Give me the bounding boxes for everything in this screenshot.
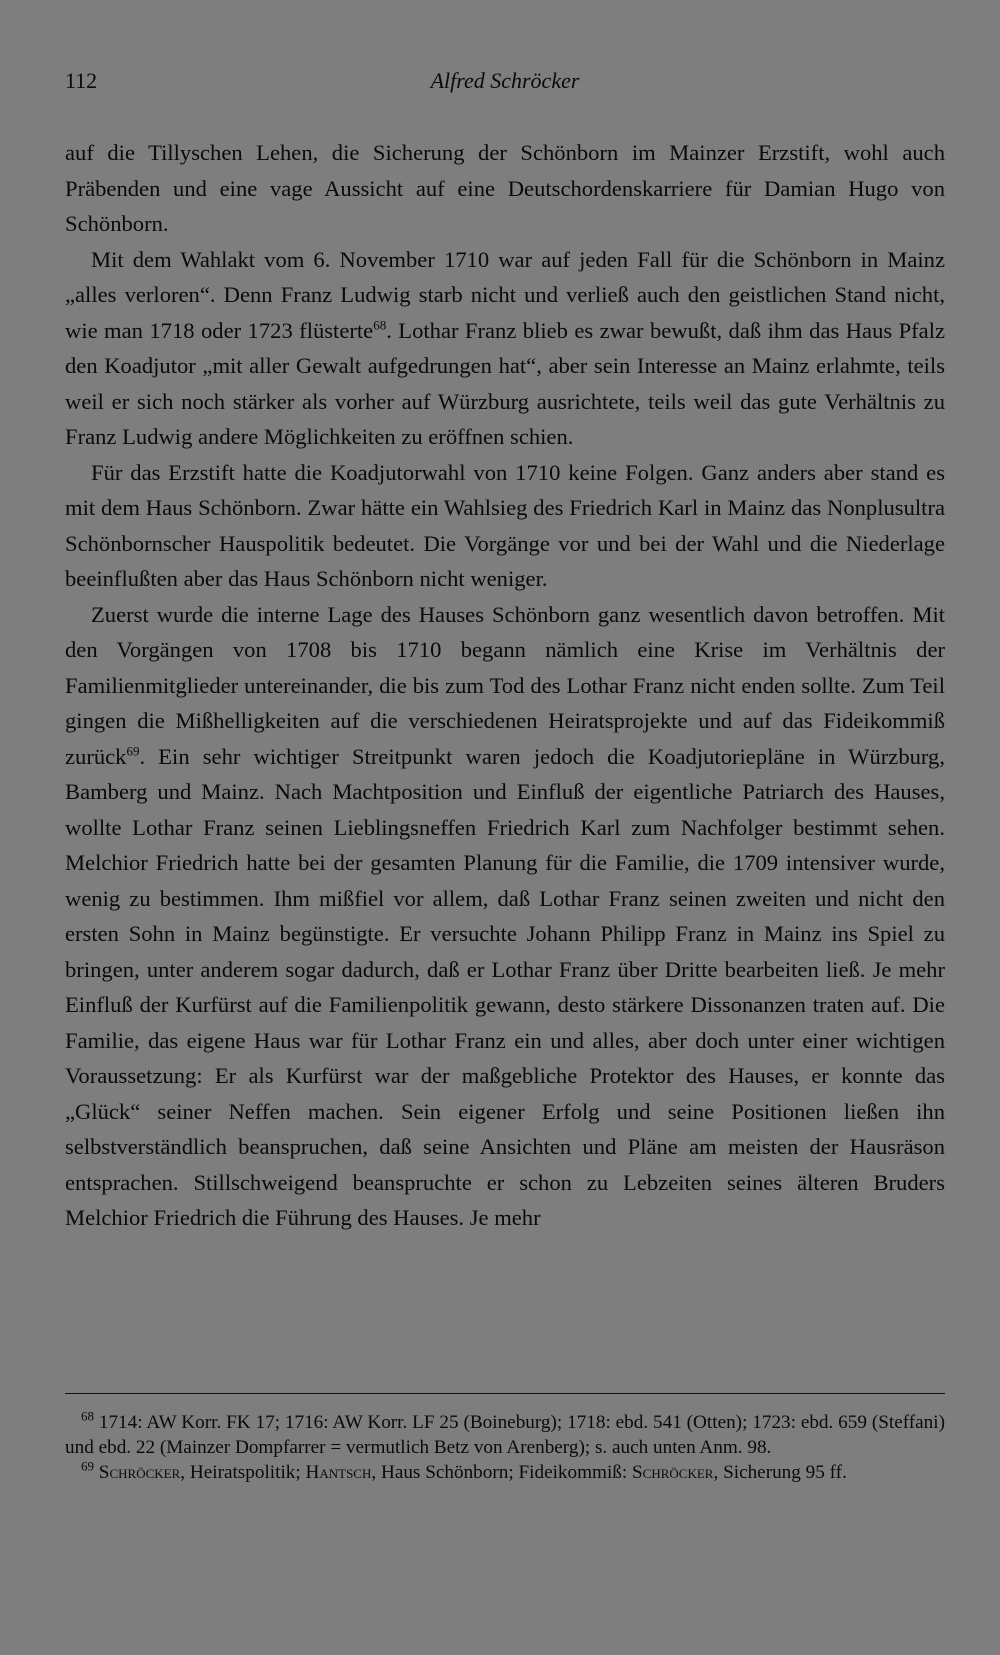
paragraph: auf die Tillyschen Lehen, die Sicherung der Schönborn im Mainzer Erzstift, wohl auch Präbenden und eine vage Aussicht auf eine Deutschordenskarriere für Damian Hugo von Schönborn. (65, 140, 945, 236)
footnote-text: , Heiratspolitik; (180, 1462, 306, 1483)
footnote-reference: 68 (373, 316, 387, 332)
footnote-text: , Haus Schönborn; Fideikommiß: (371, 1462, 632, 1483)
paragraph-text: Zuerst wurde die interne Lage des Hauses Schönborn ganz wesentlich davon betroffen. Mit den Vorgängen von 1708 bis 1710 begann nämlich eine Krise im Verhältnis der Familienmitglieder untereinander, die bis zum Tod des Lothar Franz nicht enden sollte. Zum Teil gingen die Mißhelligkeiten auf die verschiedenen Heiratsprojekte und auf das Fideikommiß zurück (65, 601, 945, 769)
paragraph-text: . Ein sehr wichtiger Streitpunkt waren jedoch die Koadjutoriepläne in Würzburg, Bamberg und Mainz. Nach Machtposition und Einfluß der eigentliche Patriarch des Hauses, wollte Lothar Franz seinen Lieblingsneffen Friedrich Karl zum Nachfolger bestimmt sehen. Melchior Friedrich hatte bei der gesamten Planung für die Familie, die 1709 intensiver wurde, wenig zu bestimmen. Ihm mißfiel vor allem, daß Lothar Franz seinen zweiten und nicht den ersten Sohn in Mainz begünstigte. Er versuchte Johann Philipp Franz in Mainz ins Spiel zu bringen, unter anderem sogar dadurch, daß er Lothar Franz über Dritte bearbeiten ließ. Je mehr Einfluß der Kurfürst auf die Familienpolitik gewann, desto stärkere Dissonanzen traten auf. Die Familie, das eigene Haus war für Lothar Franz ein und alles, aber doch unter einer wichtigen Voraussetzung: Er als Kurfürst war der maßgebliche Protektor des Hauses, er konnte das „Glück“ seiner Neffen machen. Sein eigener Erfolg und seine Positionen ließen ihn selbstverständlich beanspruchen, daß seine Ansichten und Pläne am meisten der Hausräson entsprachen. Stillschweigend beanspruchte er schon zu Lebzeiten seines älteren Bruders Melchior Friedrich die Führung des Hauses. Je mehr (65, 743, 945, 1230)
author-name: Hantsch (305, 1462, 372, 1483)
footnote-number: 69 (81, 1458, 94, 1474)
paragraph (65, 597, 945, 1236)
footnote-divider (65, 1393, 945, 1394)
footnote-69 (65, 1460, 945, 1485)
body-text (65, 135, 945, 1236)
footnotes (65, 1410, 945, 1485)
footnote-text: 1714: AW Korr. FK 17; 1716: AW Korr. LF 25 (Boineburg); 1718: ebd. 541 (Otten); 1723: ebd. 659 (Steffani) und ebd. 22 (Mainzer Dompfarrer = vermutlich Betz von Arenberg); s. auch unten Anm. 98. (65, 1412, 945, 1458)
running-head: Alfred Schröcker (430, 68, 580, 93)
footnote-text: , Sicherung 95 ff. (713, 1462, 847, 1483)
paragraph: Für das Erzstift hatte die Koadjutorwahl von 1710 keine Folgen. Ganz anders aber stand es mit dem Haus Schönborn. Zwar hätte ein Wahlsieg des Friedrich Karl in Mainz das Nonplusultra Schönbornscher Hauspolitik bedeutet. Die Vorgänge vor und bei der Wahl und die Niederlage beeinflußten aber das Haus Schönborn nicht weniger. (65, 459, 945, 591)
author-name: Schröcker (632, 1462, 714, 1483)
author-name: Schröcker (98, 1462, 181, 1483)
paragraph-text: . Lothar Franz blieb es zwar bewußt, daß ihm das Haus Pfalz den Koadjutor „mit aller Gewalt aufgedrungen hat“, aber sein Interesse an Mainz erlahmte, teils weil er sich noch stärker als vorher auf Würzburg ausrichtete, teils weil das gute Verhältnis zu Franz Ludwig andere Möglichkeiten zu eröffnen schien. (65, 317, 946, 449)
footnote-68 (65, 1410, 945, 1460)
page-header (65, 68, 945, 98)
footnote-number: 68 (81, 1408, 94, 1424)
paragraph (65, 242, 945, 455)
paragraph-text: Mit dem Wahlakt vom 6. November 1710 war auf jeden Fall für die Schönborn in Mainz „alles verloren“. Denn Franz Ludwig starb nicht und verließ auch den geistlichen Stand nicht, wie man 1718 oder 1723 flüsterte (65, 246, 945, 343)
footnote-reference: 69 (126, 742, 140, 758)
page-number: 112 (65, 68, 98, 93)
